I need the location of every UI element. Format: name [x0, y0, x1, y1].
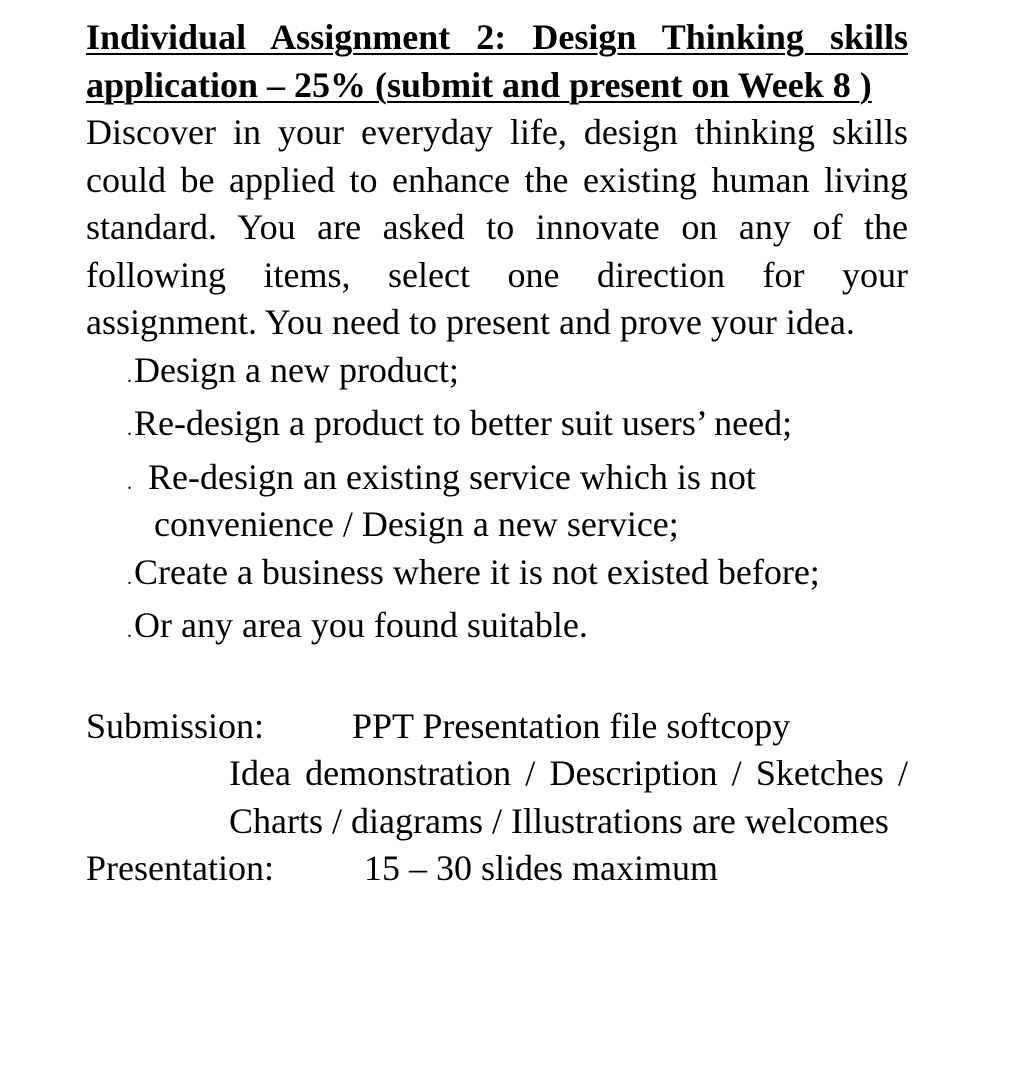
submission-row [86, 703, 908, 751]
list-item-text: Create a business where it is not existed before; [134, 551, 820, 592]
list-item-text [134, 454, 908, 549]
direction-list [86, 347, 908, 656]
intro-paragraph: Discover in your everyday life, design thinking skills could be applied to enhance the existing human living standard. You are asked to innovate on any of the following items, select one direction for your assignment. You need to present and prove your idea. [86, 112, 908, 342]
submission-detail: Idea demonstration / Description / Sketches / Charts / diagrams / Illustrations are welcomes [229, 753, 908, 841]
list-item [86, 549, 908, 603]
list-item-text: Or any area you found suitable. [134, 605, 588, 645]
bullet-marker: . [127, 620, 132, 642]
list-item-text-line: Re-design an existing service which is not [148, 456, 756, 497]
list-item [86, 400, 908, 454]
assignment-document [86, 14, 908, 893]
presentation-value: 15 – 30 slides maximum [364, 848, 718, 888]
list-item-text-continuation: convenience / Design a new service; [154, 504, 679, 544]
bullet-marker: . [127, 418, 132, 440]
bullet-marker: . [127, 471, 132, 494]
submission-label: Submission: [86, 705, 265, 746]
assignment-title: Individual Assignment 2: Design Thinking skills application – 25% (submit and present on Week 8 ) [86, 17, 908, 105]
list-item [86, 454, 908, 549]
list-item-text: Re-design a product to better suit users’ need; [134, 403, 793, 443]
presentation-label: Presentation: [86, 848, 274, 888]
list-item [86, 602, 908, 656]
spacer [86, 656, 908, 703]
presentation-row [86, 845, 908, 893]
list-item-text: Design a new product; [134, 349, 459, 390]
list-item [86, 347, 908, 401]
bullet-marker: . [127, 364, 132, 387]
bullet-marker: . [127, 566, 132, 589]
submission-value: PPT Presentation file softcopy [352, 705, 791, 746]
